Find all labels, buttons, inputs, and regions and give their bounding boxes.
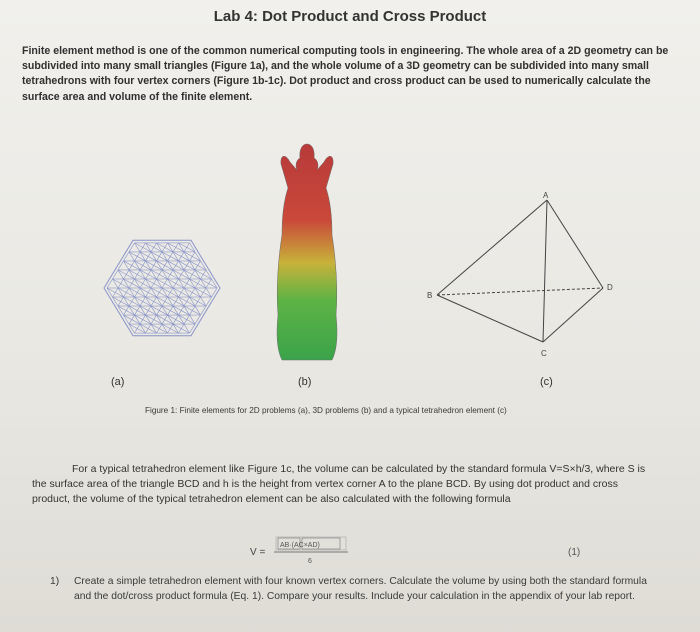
page-title: Lab 4: Dot Product and Cross Product [213,8,487,25]
triangle-mesh-figure [75,228,250,348]
volume-formula [250,536,370,566]
figure-label-c: (c) [540,376,553,388]
vertex-c-label: C [541,349,547,358]
task-list [50,574,650,604]
body-mesh-figure [262,140,352,365]
body-paragraph: For a typical tetrahedron element like Figure 1c, the volume can be calculated by the standard formula V=S×h/3, where S is the surface area of the triangle BCD and h is the height from vertex corner A to the plane BCD. By using dot product and cross product, the volume of the typical tetrahedron element can be also calculated with the following formula [32,463,646,505]
list-item-text: Create a simple tetrahedron element with four known vertex corners. Calculate the volume by using both the standard formula and the dot/cross product formula (Eq. 1). Compare your results. Include your calculation in the appendix of your lab report. [74,576,647,602]
vertex-d-label: D [607,283,613,292]
formula-denominator: 6 [308,558,312,565]
list-item [50,574,650,604]
figure-label-b: (b) [298,376,312,388]
intro-paragraph: Finite element method is one of the common numerical computing tools in engineering. The whole area of a 2D geometry can be subdivided into many small triangles (Figure 1a), and the whole volume of a 3D geometry can be subdivided into many small tetrahedrons with four vertex corners (Figure 1b-1c). Dot product and cross product can be used to numerically calculate the surface area and volume of the finite element. [22,45,669,103]
figure-caption: Figure 1: Finite elements for 2D problems (a), 3D problems (b) and a typical tetrahedron element (c) [145,406,507,415]
vertex-a-label: A [543,191,549,200]
list-item-number: 1) [50,576,60,587]
formula-lhs: V = [250,547,266,558]
formula-numerator: AB·(AC×AD) [280,542,320,549]
figure-label-a: (a) [111,376,125,388]
vertex-b-label: B [427,291,433,300]
tetrahedron-figure [425,190,620,365]
equation-number: (1) [568,547,581,558]
